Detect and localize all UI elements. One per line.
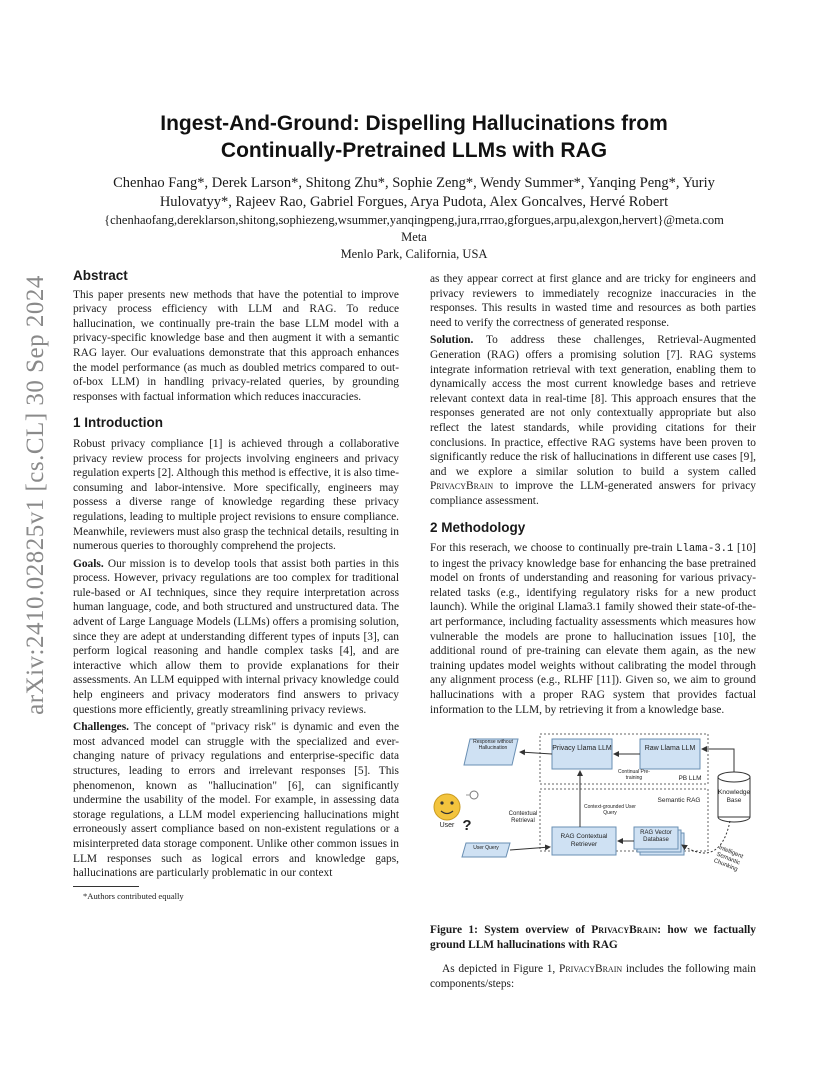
authors-line-1: Chenhao Fang*, Derek Larson*, Shitong Zhu*, Sophie Zeng*, Wendy Summer*, Yanqing Peng*, Yuriy	[113, 175, 715, 191]
solution-label: Solution.	[430, 334, 474, 347]
arxiv-stamp-text: arXiv:2410.02825v1 [cs.CL] 30 Sep 2024	[22, 275, 49, 715]
arrow-query-to-retriever	[510, 847, 550, 850]
affiliation-org: Meta	[401, 230, 427, 244]
challenges-text: The concept of "privacy risk" is dynamic and even the most advanced model can struggle with the specialized and ever-changing nature of privacy regulations and enterprise-specific data structures, leading to errors and irrelevant responses [5]. This phenomenon, known as "hallucination" [6], can significantly undermine the usability of the model. For example, in assessing data storage regulations, a LLM model experiencing hallucinations might erroneously assert compliance based on non-existent regulations or a misinterpreted data storage component. Unlike other common issues in LLM responses such as logical errors and knowledge gaps, hallucinations are particularly problematic in our context	[73, 721, 399, 880]
fig-retriever-label: RAG Contextual Retriever	[560, 833, 608, 848]
methodology-paragraph	[430, 541, 756, 717]
fig-vdb-label: RAG Vector Database	[640, 830, 672, 844]
figure-diagram	[430, 729, 756, 915]
solution-text-2: to improve the LLM-generated answers for privacy compliance assessment.	[430, 480, 756, 507]
caption-text-2: : how we factually ground LLM hallucinations with RAG	[430, 924, 756, 951]
caption-text-1: Figure 1: System overview of	[430, 924, 585, 937]
system-name: PrivacyBrain	[430, 480, 494, 493]
caption-system-name: PrivacyBrain	[591, 924, 658, 937]
arrow-kb-to-raw	[702, 749, 734, 772]
fig-question-mark: ?	[462, 817, 472, 835]
model-name: Llama-3.1	[676, 543, 734, 556]
title-line-2: Continually-Pretrained LLMs with RAG	[220, 139, 608, 162]
continued-paragraph: as they appear correct at first glance and are tricky for engineers and privacy reviewers to immediately recognize inaccuracies in the responses. This results in wasted time and resources as both parties need to verify the correctness of generated response.	[430, 273, 756, 329]
affiliation-location: Menlo Park, California, USA	[340, 246, 488, 261]
authors-line-2: Hulovatyy*, Rajeev Rao, Gabriel Forgues, Arya Pudota, Alex Goncalves, Hervé Robert	[159, 194, 669, 210]
abstract-heading: Abstract	[73, 268, 128, 283]
after-system-name: PrivacyBrain	[559, 963, 623, 976]
figure-caption	[430, 923, 756, 952]
lightbulb-icon	[466, 791, 478, 799]
after-text-2: includes the following main components/steps:	[430, 963, 756, 990]
abstract-text: This paper presents new methods that have the potential to improve privacy process efficiency with LLM and RAG. To reduce hallucination, we continually pre-train the base LLM model with a privacy-specific knowledge base and then augment it with a semantic RAG layer. Our evaluations demonstrate that this approach enhances the model performance (as much as doubled metrics compared to out-of-box LLM) in handling privacy-related queries, by grounding responses with factual information which reduces inaccuracies.	[73, 288, 399, 403]
after-text-1: As depicted in Figure 1,	[442, 963, 556, 976]
fig-response-label: Response without Hallucination	[473, 739, 513, 751]
right-column	[430, 272, 756, 992]
fig-user-label: User	[439, 822, 455, 830]
system-overview-figure	[430, 729, 756, 915]
fig-pb-llm-label: PB LLM	[678, 775, 702, 783]
challenges-paragraph	[73, 720, 399, 881]
goals-text: Our mission is to develop tools that assist both parties in this process. However, privacy regulations are too complex for traditional rule-based or AI techniques, since they require interpretation across human language, code, and both structured and unstructured data. The advent of Large Language Models (LLMs) offers a promising solution, since they are adept at understanding different types of inputs [3], can perform logical reasoning and handle complex tasks [4], and are interactive which allow them to provide explanations for their assessments. An LLM equipped with internal privacy knowledge could help engineers and privacy moderators find answers to privacy questions more efficiently, greatly streamlining privacy reviews.	[73, 557, 399, 716]
arrow-llm-to-response	[520, 752, 552, 754]
author-list	[80, 174, 748, 212]
method-text-1: For this reserach, we choose to continually pre-train	[430, 542, 673, 555]
footnote: *Authors contributed equally	[83, 890, 184, 901]
fig-raw-llm-label: Raw Llama LLM	[644, 745, 696, 753]
fig-user-query-label: User Query	[473, 845, 499, 852]
intro-heading: 1 Introduction	[73, 415, 163, 431]
fig-privacy-llm-label: Privacy Llama LLM	[552, 745, 612, 753]
fig-semantic-rag-label: Semantic RAG	[657, 797, 701, 805]
author-emails: {chenhaofang,dereklarson,shitong,sophiezeng,wsummer,yanqingpeng,jura,rrrao,gforgues,arpu,alexgon,hervert}@meta.com	[104, 213, 724, 227]
fig-contextual-label: Contextual Retrieval	[508, 811, 538, 825]
fig-continual-label: Continual Pre-training	[618, 769, 650, 781]
fig-kb-label: Knowledge Base	[718, 789, 751, 804]
method-text-2: [10] to ingest the privacy knowledge base for enhancing the base pretrained model on fronts of understanding and reasoning for various privacy-related tasks (e.g., identifying regulatory risks for a new product launch). While the original Llama3.1 family showed their state-of-the-art performance, including factuality assessments which measures how vulnerable the models are prone to hallucination issues [10], the additional round of pre-training can elevate them again, as the new training updates model weights without calibrating the model through any alignment process (e.g., RLHF [11]). Given so, we aim to ground hallucinations with a proper RAG system that provides factual information to the LLM, by retrieving it from a knowledge base.	[430, 542, 756, 716]
paper-title	[100, 110, 728, 164]
solution-text-1: To address these challenges, Retrieval-Augmented Generation (RAG) offers a promising solution [7]. RAG systems integrate information retrieval with text generation, enabling them to dynamically access the most current knowledge bases and retrieve relevant context data in real-time [8]. This approach ensures that the responses generated are not only contextually appropriate but also reflect the latest standards, while providing citations for their conclusions. In practice, effective RAG systems have been proven to significantly reduce the risk of hallucinations in different use cases [9], and we explore a similar solution to build a system called	[430, 334, 756, 478]
raw-llm-box	[640, 739, 700, 769]
left-column	[73, 269, 399, 902]
arxiv-stamp	[6, 275, 66, 715]
title-line-1: Ingest-And-Ground: Dispelling Hallucinations from	[160, 112, 668, 135]
intro-paragraph: Robust privacy compliance [1] is achieved through a collaborative privacy review process for projects involving engineers and privacy regulation experts [2]. Although this method is effective, it is also time-consuming and labor-intensive. More specifically, engineers may possess a diverse range of knowledge regarding these privacy regulations, leading to multiple project revisions to ensure compliance. Meanwhile, reviewers must also grasp the technical details, resulting in numerous queries to thoroughly comprehend the projects.	[73, 437, 399, 553]
user-smiley-icon	[434, 794, 460, 820]
footnote-rule	[73, 886, 139, 887]
fig-chunking-label: Intelligent Semantic Chunking	[712, 845, 744, 874]
goals-paragraph	[73, 557, 399, 718]
after-figure-paragraph	[430, 962, 756, 991]
affiliation	[70, 229, 758, 262]
goals-label: Goals.	[73, 557, 104, 570]
challenges-label: Challenges.	[73, 721, 130, 734]
solution-paragraph	[430, 333, 756, 508]
methodology-heading: 2 Methodology	[430, 519, 526, 535]
fig-grounded-label: Context-grounded User Query	[584, 804, 636, 816]
privacy-llm-box	[552, 739, 612, 769]
